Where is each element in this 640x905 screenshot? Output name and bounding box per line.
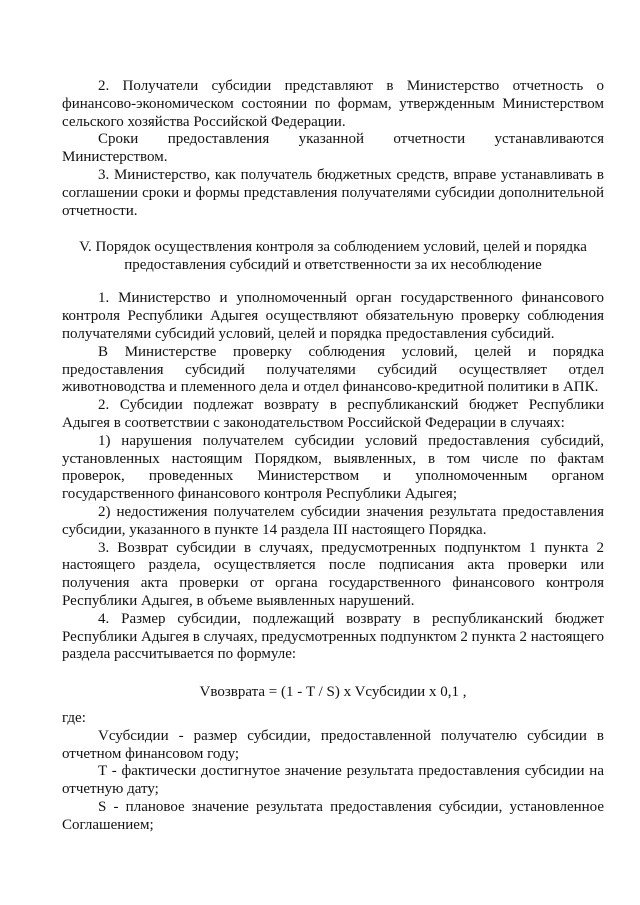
paragraph-ministry-check: В Министерстве проверку соблюдения условий, целей и порядка предоставления субсидий получателями субсидий осуществляет отдел животноводства и племенного дела и отдел финансово-кредитной политики в АПК. [62, 343, 604, 396]
definition-v-subsidy: Vсубсидии - размер субсидии, предоставленной получателю субсидии в отчетном финансовом году; [62, 727, 604, 762]
definition-t: T - фактически достигнутое значение результата предоставления субсидии на отчетную дату; [62, 763, 604, 798]
paragraph-refund-procedure: 3. Возврат субсидии в случаях, предусмотренных подпунктом 1 пункта 2 настоящего раздела, осуществляется после подписания акта проверки или получения акта проверки от органа государственного финансового контроля Республики Адыгея, в объеме выявленных нарушений. [62, 539, 604, 609]
paragraph-refund-cases: 2. Субсидии подлежат возврату в республиканский бюджет Республики Адыгея в соответствии с законодательством Российской Федерации в случаях: [62, 397, 604, 431]
where-label: где: [62, 709, 86, 726]
paragraph-reporting-deadlines: Сроки предоставления указанной отчетности устанавливаются Министерством. [62, 131, 604, 166]
list-item-case-2: 2) недостижения получателем субсидии значения результата предоставления субсидии, указанного в пункте 14 раздела III настоящего Порядка. [62, 503, 604, 538]
paragraph-reporting: 2. Получатели субсидии представляют в Министерство отчетность о финансово-экономическом состоянии по формам, утвержденным Министерством сельского хозяйства Российской Федерации. [62, 78, 604, 130]
paragraph-additional-reporting: 3. Министерство, как получатель бюджетных средств, вправе устанавливать в соглашении сроки и формы представления получателями субсидии дополнительной отчетности. [62, 166, 604, 219]
list-item-case-1: 1) нарушения получателем субсидии условий предоставления субсидий, установленных настоящим Порядком, выявленных, в том числе по фактам проверок, проведенных Министерством и уполномоченным органом государственного финансового контроля Республики Адыгея; [62, 432, 604, 503]
section-heading: V. Порядок осуществления контроля за соблюдением условий, целей и порядка предоставления субсидий и ответственности за их несоблюдение [79, 239, 587, 274]
definition-s: S - плановое значение результата предоставления субсидии, установленное Соглашением; [62, 798, 604, 833]
refund-formula: Vвозврата = (1 - T / S) x Vсубсидии x 0,1 , [199, 684, 467, 701]
paragraph-refund-size: 4. Размер субсидии, подлежащий возврату в республиканский бюджет Республики Адыгея в случаях, предусмотренных подпунктом 2 пункта 2 настоящего раздела рассчитывается по формуле: [62, 610, 605, 663]
document-page [62, 78, 604, 834]
paragraph-control: 1. Министерство и уполномоченный орган государственного финансового контроля Республики Адыгея осуществляют обязательную проверку соблюдения получателями субсидий условий, целей и порядка предоставления субсидий. [62, 290, 604, 342]
